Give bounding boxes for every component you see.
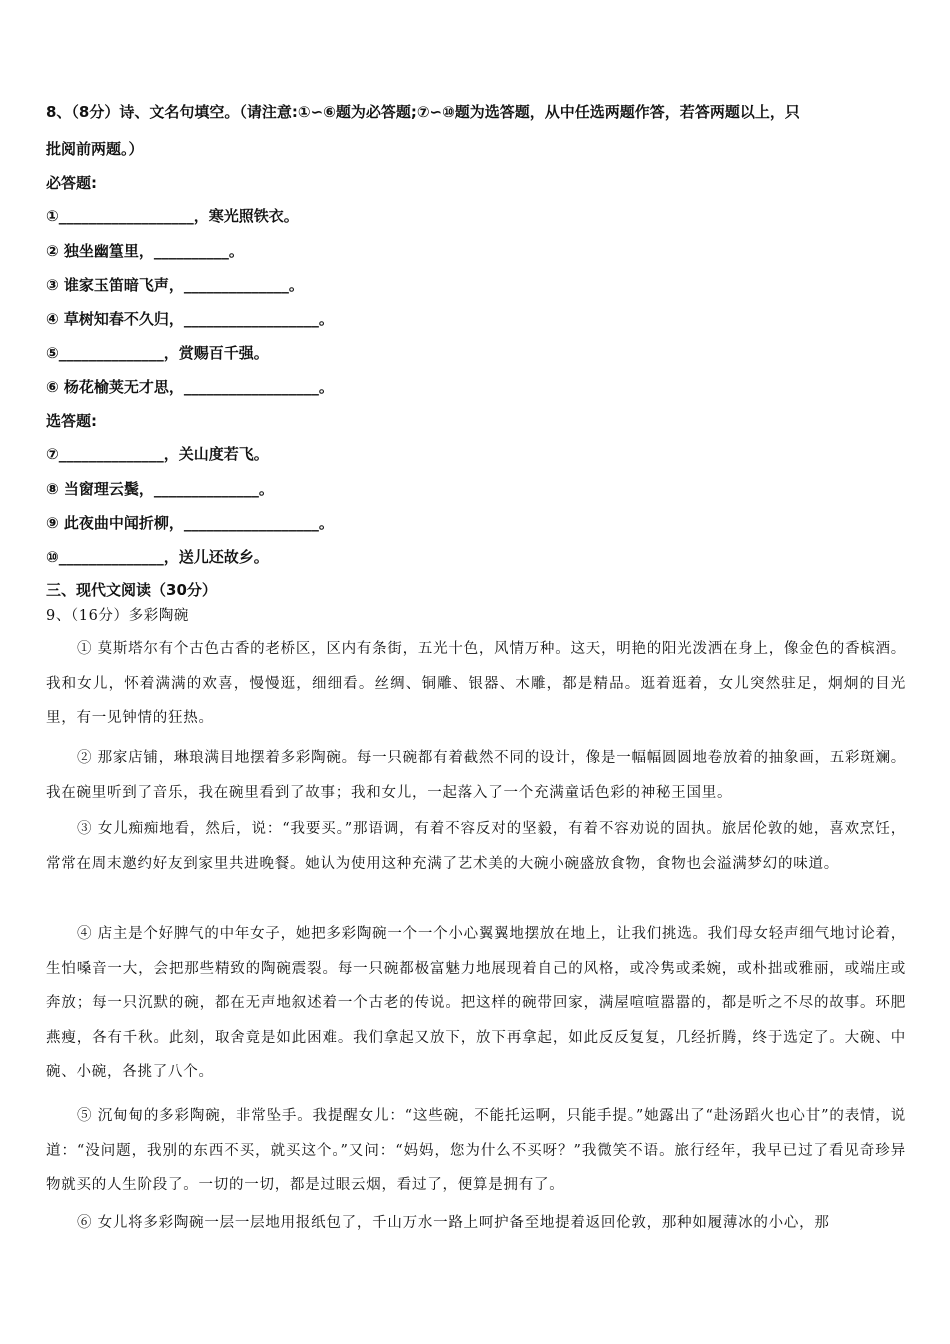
- passage-paragraph-3: ③ 女儿痴痴地看，然后，说：“我要买。”那语调，有着不容反对的坚毅，有着不容劝说的固执。旅居伦敦的她，喜欢烹饪，常常在周末邀约好友到家里共进晚餐。她认为使用这种充满了艺术美的大碗小碗盛放食物，食物也会溢满梦幻的味道。: [46, 821, 906, 872]
- passage-paragraph-5: ⑤ 沉甸甸的多彩陶碗，非常坠手。我提醒女儿：“这些碗，不能托运啊，只能手提。”她露出了“赴汤蹈火也心甘”的表情，说道：“没问题，我别的东西不买，就买这个。”又问：“妈妈，您为什么不买呀？”我微笑不语。旅行经年，我早已过了看见奇珍异物就买的人生阶段了。一切的一切，都是过眼云烟，看过了，便算是拥有了。: [46, 1108, 906, 1193]
- required-heading: 必答题:: [46, 174, 97, 192]
- passage-paragraph-6: ⑥ 女儿将多彩陶碗一层一层地用报纸包了，千山万水一路上呵护备至地提着返回伦敦，那种如履薄冰的小心，那: [77, 1215, 830, 1231]
- passage-paragraph-4: ④ 店主是个好脾气的中年女子，她把多彩陶碗一个一个小心翼翼地摆放在地上，让我们挑选。我们母女轻声细气地讨论着，生怕嗓音一大，会把那些精致的陶碗震裂。每一只碗都极富魅力地展现着自己的风格，或冷隽或柔婉，或朴拙或雅丽，或端庄或奔放；每一只沉默的碗，都在无声地叙述着一个古老的传说。把这样的碗带回家，满屋喧喧嚣嚣的，都是听之不尽的故事。环肥燕瘦，各有千秋。此刻，取舍竟是如此困难。我们拿起又放下，放下再拿起，如此反反复复，几经折腾，终于选定了。大碗、中碗、小碗，各挑了八个。: [46, 926, 906, 1080]
- q8-instruction-line1: 8、（8分）诗、文名句填空。（请注意:①∽⑥题为必答题;⑦∽⑩题为选答题，从中任选两题作答，若答两题以上，只: [46, 103, 800, 121]
- required-item-5: ⑤______________，赏赐百千强。: [46, 344, 269, 362]
- optional-item-9: ⑨ 此夜曲中闻折柳，__________________。: [46, 514, 334, 532]
- passage-paragraph-1: ① 莫斯塔尔有个古色古香的老桥区，区内有条街，五光十色，风情万种。这天，明艳的阳光泼洒在身上，像金色的香槟酒。我和女儿，怀着满满的欢喜，慢慢逛，细细看。丝绸、铜雕、银器、木雕，都是精品。逛着逛着，女儿突然驻足，炯炯的目光里，有一见钟情的狂热。: [46, 641, 906, 726]
- passage-paragraph-2: ② 那家店铺，琳琅满目地摆着多彩陶碗。每一只碗都有着截然不同的设计，像是一幅幅圆圆地卷放着的抽象画，五彩斑斓。我在碗里听到了音乐，我在碗里看到了故事；我和女儿，一起落入了一个充满童话色彩的神秘王国里。: [46, 750, 906, 801]
- optional-heading: 选答题:: [46, 412, 97, 430]
- q8-instruction-line2: 批阅前两题。）: [46, 140, 144, 158]
- required-item-3: ③ 谁家玉笛暗飞声，______________。: [46, 276, 304, 294]
- required-item-2: ② 独坐幽篁里，__________。: [46, 242, 244, 260]
- optional-item-10: ⑩______________，送儿还故乡。: [46, 548, 269, 566]
- optional-item-7: ⑦______________，关山度若飞。: [46, 445, 269, 463]
- required-item-6: ⑥ 杨花榆荚无才思，__________________。: [46, 378, 334, 396]
- section-heading: 三、现代文阅读（30分）: [46, 581, 217, 599]
- required-item-1: ①__________________，寒光照铁衣。: [46, 207, 299, 225]
- optional-item-8: ⑧ 当窗理云鬓，______________。: [46, 480, 274, 498]
- required-item-4: ④ 草树知春不久归，__________________。: [46, 310, 334, 328]
- q9-title: 9、（16分）多彩陶碗: [46, 608, 190, 624]
